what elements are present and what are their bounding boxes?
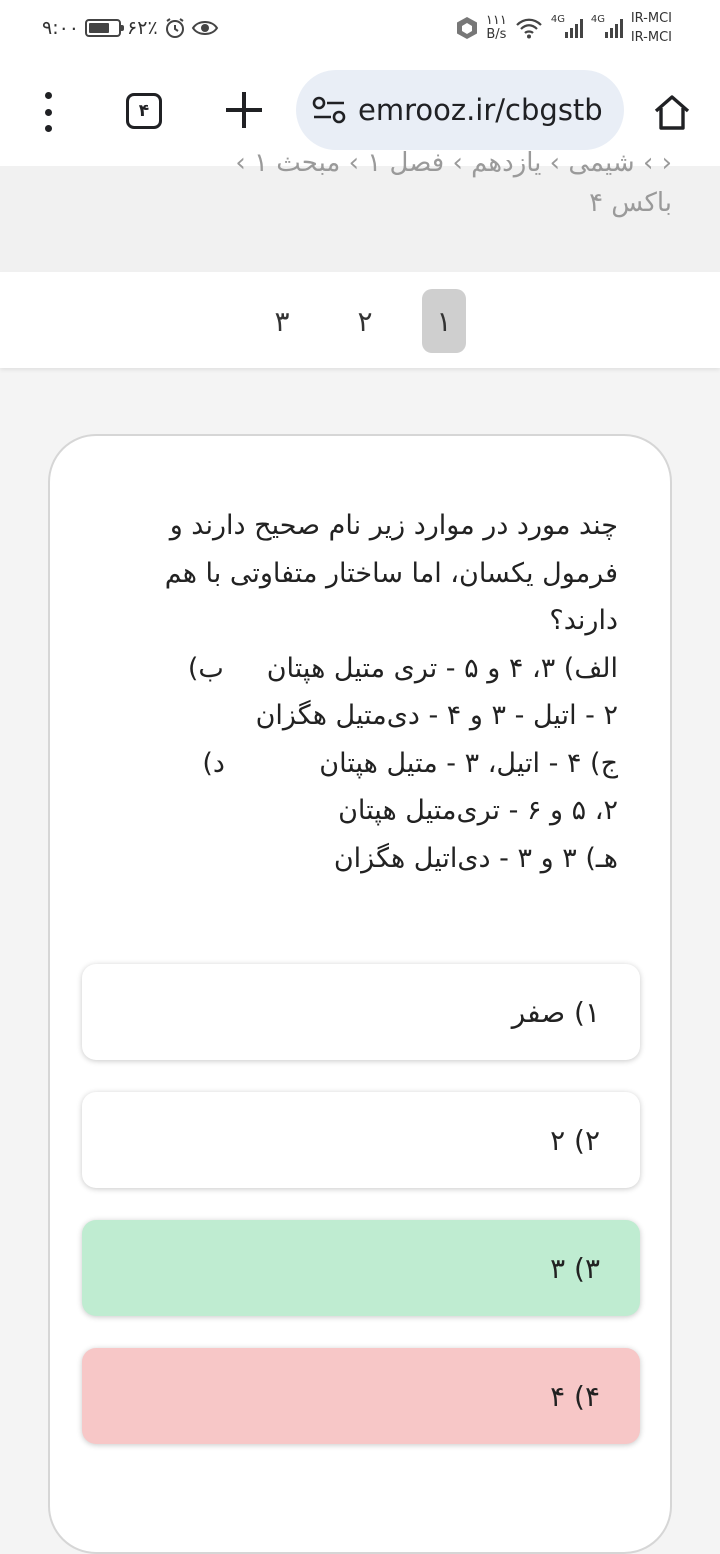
clock: ۹:۰۰ [42, 17, 80, 39]
site-settings-icon[interactable] [312, 95, 346, 125]
signal-icon [590, 14, 623, 38]
option-label: ۴) ۴ [550, 1379, 600, 1413]
more-menu-icon[interactable] [36, 92, 60, 132]
question-line: ج) ۴ - اتیل، ۳ - متیل هپتان د) [202, 747, 618, 779]
question-line: چند مورد در موارد زیر نام صحیح دارند و [169, 510, 618, 541]
question-line: ۲ - اتیل - ۳ و ۴ - دی‌متیل هگزان [255, 700, 618, 731]
network-type-label: 4G [590, 14, 605, 25]
eye-icon [192, 19, 218, 37]
question-line: هـ) ۳ و ۳ - دی‌اتیل هگزان [333, 842, 618, 874]
question-line: ۲، ۵ و ۶ - تری‌متیل هپتان [338, 795, 618, 826]
address-bar[interactable] [296, 70, 624, 150]
carrier-name: IR-MCI [630, 11, 672, 26]
question-line: دارند؟ [549, 605, 618, 636]
tab-count-label: ۴ [138, 101, 150, 121]
carrier-names [631, 9, 672, 47]
battery-icon [85, 19, 121, 37]
breadcrumb [0, 148, 720, 272]
answer-option-4-wrong[interactable] [82, 1348, 640, 1444]
question-text [88, 502, 618, 882]
battery-percent: ۶۲٪ [127, 17, 158, 39]
network-speed [486, 14, 507, 42]
signal-icon [550, 14, 583, 38]
option-label: ۲) ۲ [550, 1123, 600, 1157]
answer-option-3-correct[interactable] [82, 1220, 640, 1316]
answer-option-2[interactable] [82, 1092, 640, 1188]
home-icon[interactable] [652, 92, 692, 132]
status-bar [0, 0, 720, 56]
tab-switcher-button[interactable] [126, 93, 162, 129]
question-card [48, 434, 672, 1554]
vpn-hex-icon [456, 16, 478, 40]
alarm-icon [164, 17, 186, 39]
option-label: ۳) ۳ [550, 1251, 600, 1285]
new-tab-icon[interactable] [226, 92, 262, 128]
breadcrumb-current: باکس ۴ [589, 188, 672, 218]
question-line: الف) ۳، ۴ و ۵ - تری متیل هپتان ب) [187, 652, 618, 684]
page-button-2[interactable]: ۲ [357, 304, 373, 338]
speed-unit: B/s [486, 27, 507, 42]
speed-value: ۱۱۱ [485, 13, 507, 28]
wifi-icon [515, 17, 543, 39]
network-type-label: 4G [550, 14, 565, 25]
breadcrumb-path[interactable]: ‹ › شیمی › یازدهم › فصل ۱ › مبحث ۱ › [235, 148, 672, 178]
status-right [456, 8, 672, 48]
question-pagination [0, 272, 720, 368]
status-left [42, 14, 218, 42]
url-text[interactable]: emrooz.ir/cbgstb [358, 93, 603, 127]
question-line: فرمول یکسان، اما ساختار متفاوتی با هم [164, 557, 618, 589]
page-button-3[interactable]: ۳ [274, 304, 290, 338]
option-label: ۱) صفر [511, 995, 600, 1029]
page-button-1[interactable]: ۱ [422, 289, 466, 353]
carrier-name: IR-MCI [630, 30, 672, 45]
answer-option-1[interactable] [82, 964, 640, 1060]
